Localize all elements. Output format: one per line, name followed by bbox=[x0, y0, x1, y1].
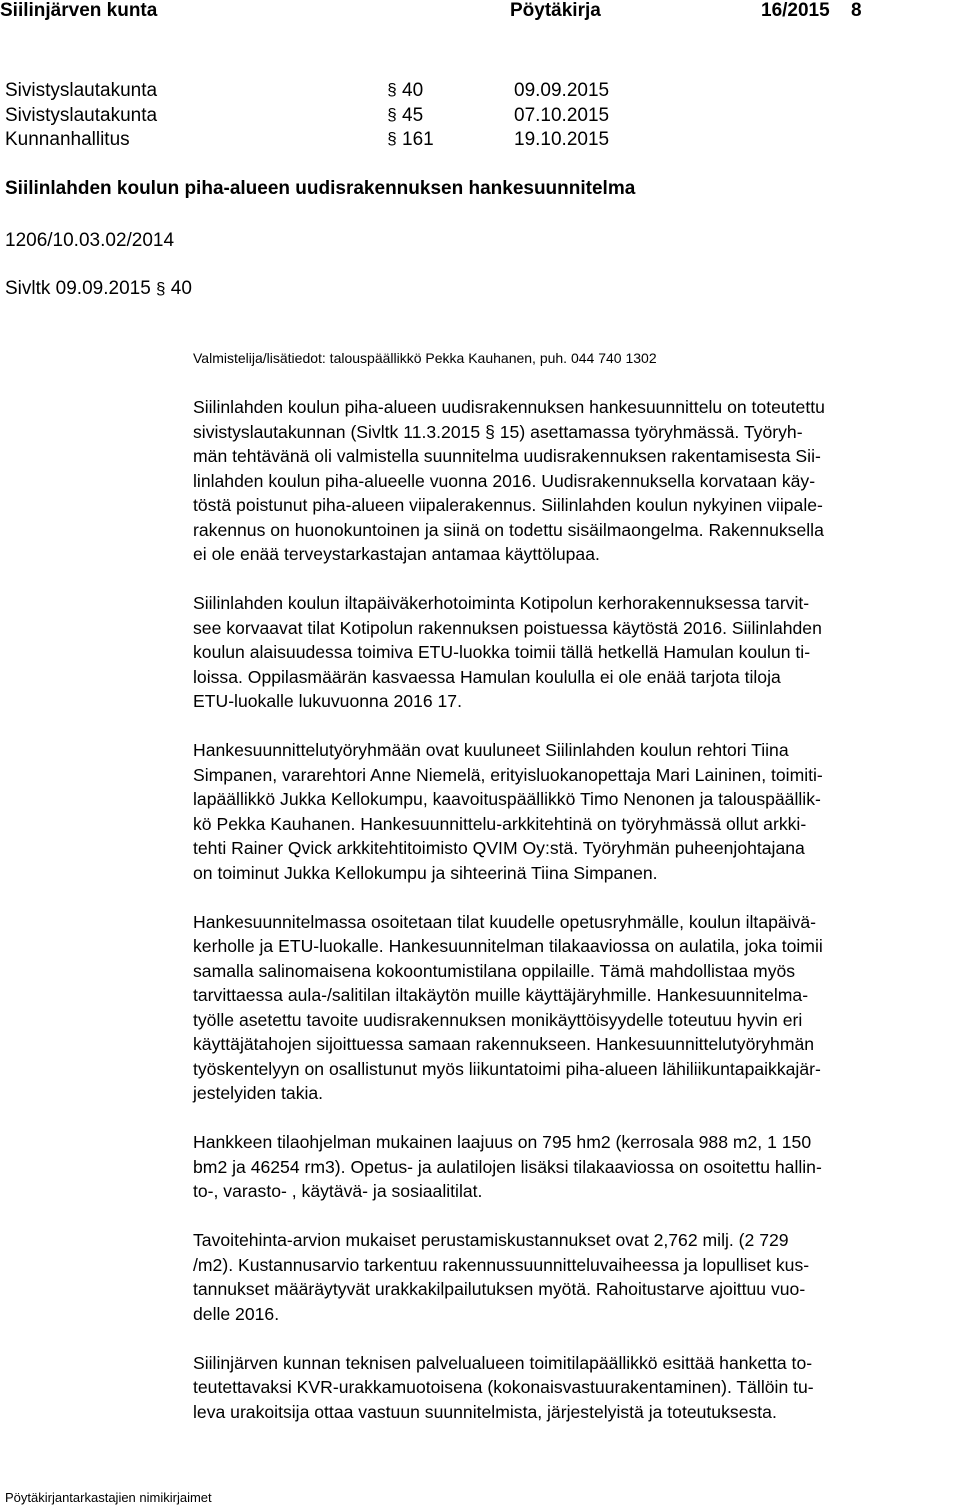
section-icon: § bbox=[387, 80, 397, 99]
text-line: to-, varasto- , käytävä- ja sosiaalitilat. bbox=[193, 1181, 483, 1201]
text-line: Hankkeen tilaohjelman mukainen laajuus on 795 hm2 (kerrosala 988 m2, 1 150 bbox=[193, 1132, 812, 1152]
body-paragraph bbox=[193, 910, 958, 1106]
text-line: tarvittaessa aula-/salitilan iltakäytön muille käyttäjäryhmille. Hankesuunnitelma- bbox=[193, 985, 809, 1005]
meeting-paragraph: 40 bbox=[402, 80, 424, 101]
page-number: 8 bbox=[851, 0, 862, 21]
case-id: 1206/10.03.02/2014 bbox=[5, 230, 175, 251]
text-line: Siilinlahden koulun piha-alueen uudisrakennuksen hankesuunnittelu on toteutettu bbox=[193, 397, 825, 417]
meeting-body: Sivistyslautakunta bbox=[5, 80, 158, 101]
meeting-body: Kunnanhallitus bbox=[5, 129, 130, 150]
text-line: tehti Rainer Qvick arkkitehtitoimisto QVIM Oy:stä. Työryhmän puheenjohtajana bbox=[193, 838, 805, 858]
text-line: työskentelyyn on osallistunut myös liikuntatoimi piha-alueen lähiliikuntapaikkajär- bbox=[193, 1058, 821, 1079]
section-icon: § bbox=[156, 279, 166, 298]
document-number: 16/2015 bbox=[761, 0, 830, 21]
text-line: työlle asetettu tavoite uudisrakennuksen monikäyttöisyydelle toteutuu hyvin eri bbox=[193, 1009, 803, 1030]
section-icon: § bbox=[387, 104, 397, 124]
handling-prefix: Sivltk 09.09.2015 bbox=[5, 278, 151, 299]
text-line: käyttäjätahojen sijoittuessa samaan rakennukseen. Hankesuunnittelutyöryhmän bbox=[193, 1034, 815, 1054]
meeting-row bbox=[0, 80, 700, 105]
text-line: tannukset määräytyvät urakkakilpailutuksen myötä. Rahoitustarve ajoittuu vuo- bbox=[193, 1279, 806, 1299]
handling-paragraph: 40 bbox=[170, 278, 192, 299]
meeting-row bbox=[0, 105, 700, 130]
text-line: kerholle ja ETU-luokalle. Hankesuunnitelman tilakaaviossa on aulatila, joka toimii bbox=[193, 936, 823, 956]
text-line: leva urakoitsija ottaa vastuun suunnitelmista, järjestelyistä ja toteutuksesta. bbox=[193, 1401, 777, 1422]
text-line: Tavoitehinta-arvion mukaiset perustamiskustannukset ovat 2,762 milj. (2 729 bbox=[193, 1230, 789, 1250]
text-line: Siilinlahden koulun iltapäiväkerhotoiminta Kotipolun kerhorakennuksessa tarvit- bbox=[193, 593, 810, 613]
text-line: jestelyiden takia. bbox=[193, 1083, 324, 1103]
body-paragraph bbox=[193, 395, 958, 567]
preparer-info: Valmistelija/lisätiedot: talouspäällikkö Pekka Kauhanen, puh. 044 740 1302 bbox=[193, 350, 657, 366]
text-line: män tehtävänä oli valmistella suunnitelma uudisrakennuksen rakentamisesta Sii- bbox=[193, 446, 821, 466]
page-header bbox=[0, 0, 960, 26]
signature-footer: Pöytäkirjantarkastajien nimikirjaimet bbox=[5, 1490, 212, 1505]
text-line: Hankesuunnitelmassa osoitetaan tilat kuudelle opetusryhmälle, koulun iltapäivä- bbox=[193, 911, 816, 932]
municipality-name: Siilinjärven kunta bbox=[0, 0, 158, 21]
text-line: bm2 ja 46254 rm3). Opetus- ja aulatilojen lisäksi tilakaaviossa on osoitettu hallin- bbox=[193, 1156, 822, 1177]
text-line: Simpanen, vararehtori Anne Niemelä, erityisluokanopettaja Mari Laininen, toimiti- bbox=[193, 764, 823, 785]
text-line: see korvaavat tilat Kotipolun rakennuksen poistuessa käytöstä 2016. Siilinlahden bbox=[193, 617, 822, 638]
meeting-body: Sivistyslautakunta bbox=[5, 104, 158, 126]
body-paragraph bbox=[193, 591, 958, 714]
body-paragraph bbox=[193, 738, 958, 885]
meeting-paragraph: 161 bbox=[402, 129, 434, 150]
case-title: Siilinlahden koulun piha-alueen uudisrakennuksen hankesuunnitelma bbox=[5, 178, 636, 199]
text-line: ei ole enää terveystarkastajan antamaa käyttölupaa. bbox=[193, 544, 600, 564]
text-line: samalla salinomaisena kokoontumistilana oppilaille. Tämä mahdollistaa myös bbox=[193, 960, 796, 981]
meeting-date: 09.09.2015 bbox=[514, 80, 610, 101]
text-line: on toiminut Jukka Kellokumpu ja sihteerinä Tiina Simpanen. bbox=[193, 862, 658, 883]
text-line: /m2). Kustannusarvio tarkentuu rakennussuunnitteluvaiheessa ja lopulliset kus- bbox=[193, 1254, 810, 1275]
text-line: töstä poistunut piha-alueen viipalerakennus. Siilinlahden koulun nykyinen viipale- bbox=[193, 495, 823, 515]
document-type: Pöytäkirja bbox=[510, 0, 601, 21]
text-line: teutettavaksi KVR-urakkamuotoisena (kokonaisvastuurakentaminen). Tällöin tu- bbox=[193, 1377, 814, 1397]
body-paragraph bbox=[193, 1130, 958, 1204]
meeting-paragraph: 45 bbox=[402, 104, 424, 126]
meeting-date: 19.10.2015 bbox=[514, 129, 610, 150]
text-line: Siilinjärven kunnan teknisen palvelualueen toimitilapäällikkö esittää hanketta to- bbox=[193, 1352, 813, 1373]
text-line: sivistyslautakunnan (Sivltk 11.3.2015 § 15) asettamassa työryhmässä. Työryh- bbox=[193, 421, 803, 442]
text-line: kö Pekka Kauhanen. Hankesuunnittelu-arkkitehtinä on työryhmässä ollut arkki- bbox=[193, 813, 807, 834]
text-line: delle 2016. bbox=[193, 1303, 280, 1324]
case-body bbox=[193, 395, 958, 1449]
text-line: ETU-luokalle lukuvuonna 2016 17. bbox=[193, 691, 462, 711]
text-line: loissa. Oppilasmäärän kasvaessa Hamulan koululla ei ole enää tarjota tiloja bbox=[193, 666, 781, 687]
section-icon: § bbox=[387, 129, 397, 148]
text-line: Hankesuunnittelutyöryhmään ovat kuuluneet Siilinlahden koulun rehtori Tiina bbox=[193, 740, 789, 760]
meeting-history bbox=[0, 80, 700, 154]
handling-reference bbox=[5, 278, 192, 300]
text-line: lapäällikkö Jukka Kellokumpu, kaavoituspäällikkö Timo Nenonen ja talouspäällik- bbox=[193, 789, 821, 809]
meeting-row bbox=[0, 129, 700, 154]
body-paragraph bbox=[193, 1351, 958, 1425]
text-line: linlahden koulun piha-alueelle vuonna 2016. Uudisrakennuksella korvataan käy- bbox=[193, 470, 816, 491]
meeting-date: 07.10.2015 bbox=[514, 104, 610, 126]
body-paragraph bbox=[193, 1228, 958, 1326]
text-line: koulun alaisuudessa toimiva ETU-luokka toimii tällä hetkellä Hamulan koulun ti- bbox=[193, 642, 811, 662]
text-line: rakennus on huonokuntoinen ja siinä on todettu sisäilmaongelma. Rakennuksella bbox=[193, 519, 824, 540]
